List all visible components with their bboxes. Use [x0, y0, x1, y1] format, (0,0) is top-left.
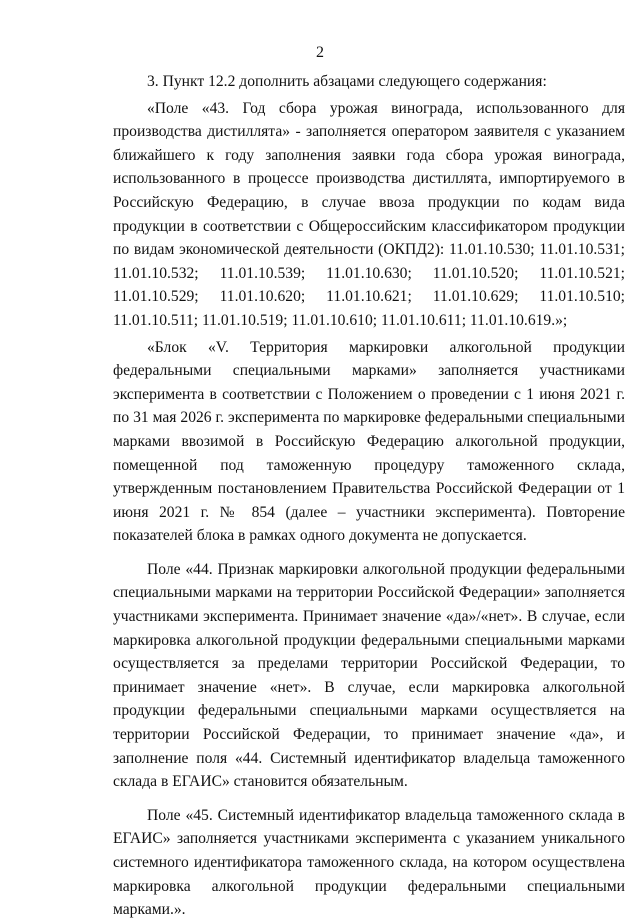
paragraph-field-45: Поле «45. Системный идентификатор владельца таможенного склада в ЕГАИС» заполняется участниками эксперимента с указанием уникального системного идентификатора таможенного склада, на котором осуществлена маркировка алкогольной продукции федеральными специальными марками.».: [113, 806, 625, 919]
paragraph-block-v: «Блок «V. Территория маркировки алкогольной продукции федеральными специальными марками» заполняется участниками эксперимента в соответствии с Положением о проведении с 1 июня 2021 г. по 31 мая 2026 г. эксперимента по маркировке федеральными специальными марками ввозимой в Российскую Федерацию алкогольной продукции, помещенной под таможенную процедуру таможенного склада, утвержденным постановлением Правительства Российской Федерации от 1 июня 2021 г. № 854 (далее – участники эксперимента). Повторение показателей блока в рамках одного документа не допускается.: [113, 338, 625, 545]
paragraph-field-43: «Поле «43. Год сбора урожая винограда, использованного для производства дистиллята» - заполняется оператором заявителя с указанием ближайшего к году заполнения заявки года сбора урожая винограда, использованного в процессе производства дистиллята, импортируемого в Российскую Федерацию, в случае ввоза продукции по кодам вида продукции в соответствии с Общероссийским классификатором продукции по видам экономической деятельности (ОКПД2): 11.01.10.530; 11.01.10.531; 11.01.10.532; 11.01.10.539; 11.01.10.630; 11.01.10.520; 11.01.10.521; 11.01.10.529; 11.01.10.620; 11.01.10.621; 11.01.10.629; 11.01.10.510; 11.01.10.511; 11.01.10.519; 11.01.10.610; 11.01.10.611; 11.01.10.619.»;: [113, 99, 625, 329]
paragraph-field-44: Поле «44. Признак маркировки алкогольной продукции федеральными специальными марками на территории Российской Федерации» заполняется участниками эксперимента. Принимает значение «да»/«нет». В случае, если маркировка алкогольной продукции федеральными специальными марками осуществляется за пределами территории Российской Федерации, то принимает значение «нет». В случае, если маркировка алкогольной продукции федеральными специальными марками осуществляется на территории Российской Федерации, то принимает значение «да», и заполнение поля «44. Системный идентификатор владельца таможенного склада в ЕГАИС» становится обязательным.: [113, 560, 625, 791]
page-number: 2: [316, 44, 324, 61]
paragraph-amendment-intro: 3. Пункт 12.2 дополнить абзацами следующего содержания:: [147, 73, 547, 90]
document-body: [113, 70, 625, 922]
